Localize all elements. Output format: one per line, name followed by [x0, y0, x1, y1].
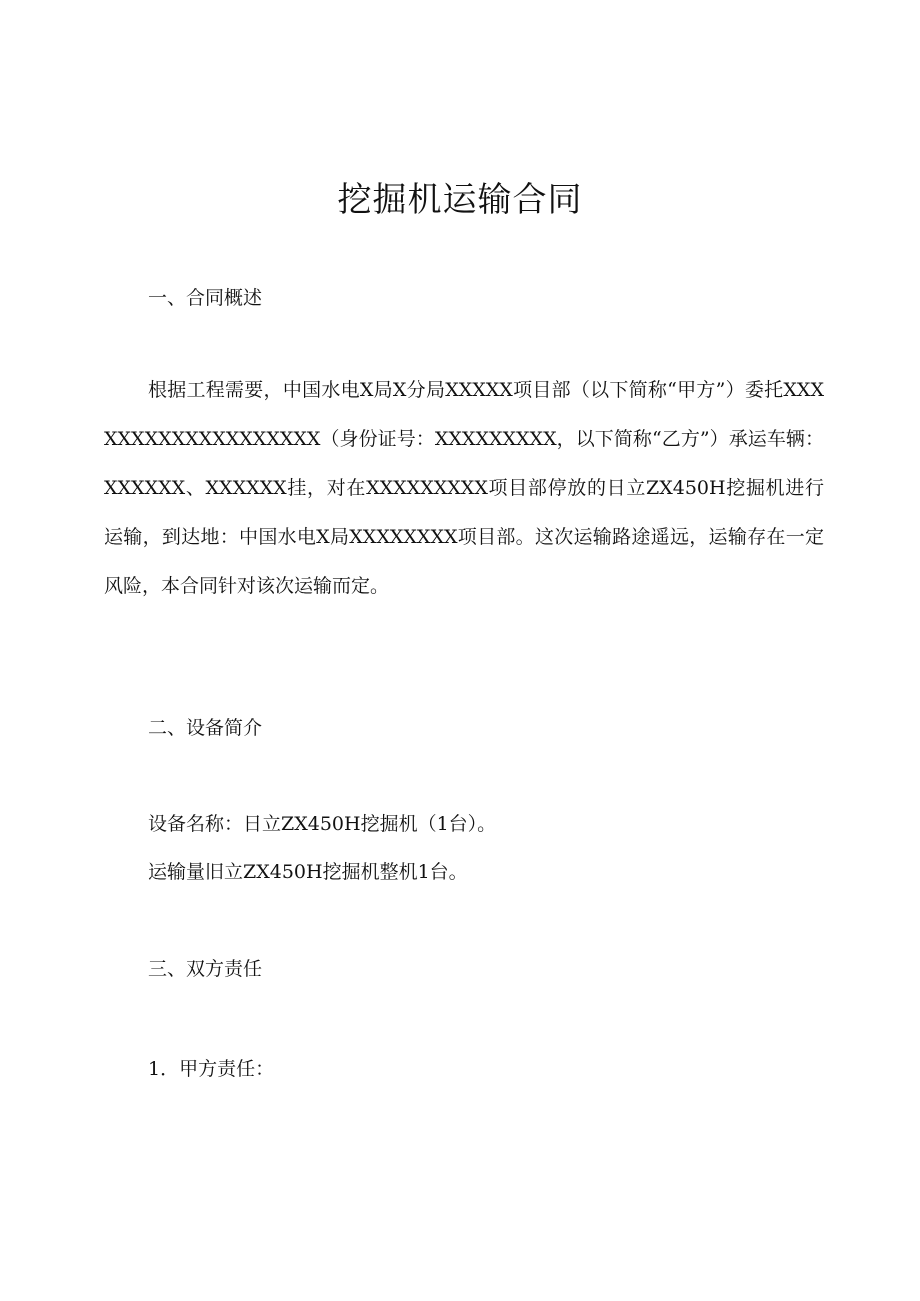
overview-paragraph: 根据工程需要，中国水电X局X分局XXXXX项目部（以下简称“甲方”）委托XXXXXXXXXXXXXXXXXXX（身份证号：XXXXXXXXX，以下简称“乙方”）承运车辆：XXXXXX、XXXXXX挂，对在XXXXXXXXX项目部停放的日立ZX450H挖掘机进行运输，到达地：中国水电X局XXXXXXXX项目部。这次运输路途遥远，运输存在一定风险，本合同针对该次运输而定。	[104, 379, 824, 597]
section-heading-equipment: 二、设备简介	[148, 717, 263, 739]
section-heading-responsibilities: 三、双方责任	[148, 958, 263, 980]
section-heading-overview: 一、合同概述	[148, 287, 263, 309]
document-title: 挖掘机运输合同	[337, 180, 583, 220]
party-a-responsibility-heading: 1．甲方责任：	[148, 1058, 275, 1080]
transport-quantity-line: 运输量旧立ZX450H挖掘机整机1台。	[148, 861, 468, 883]
equipment-name-line: 设备名称：日立ZX450H挖掘机（1台）。	[148, 813, 497, 835]
